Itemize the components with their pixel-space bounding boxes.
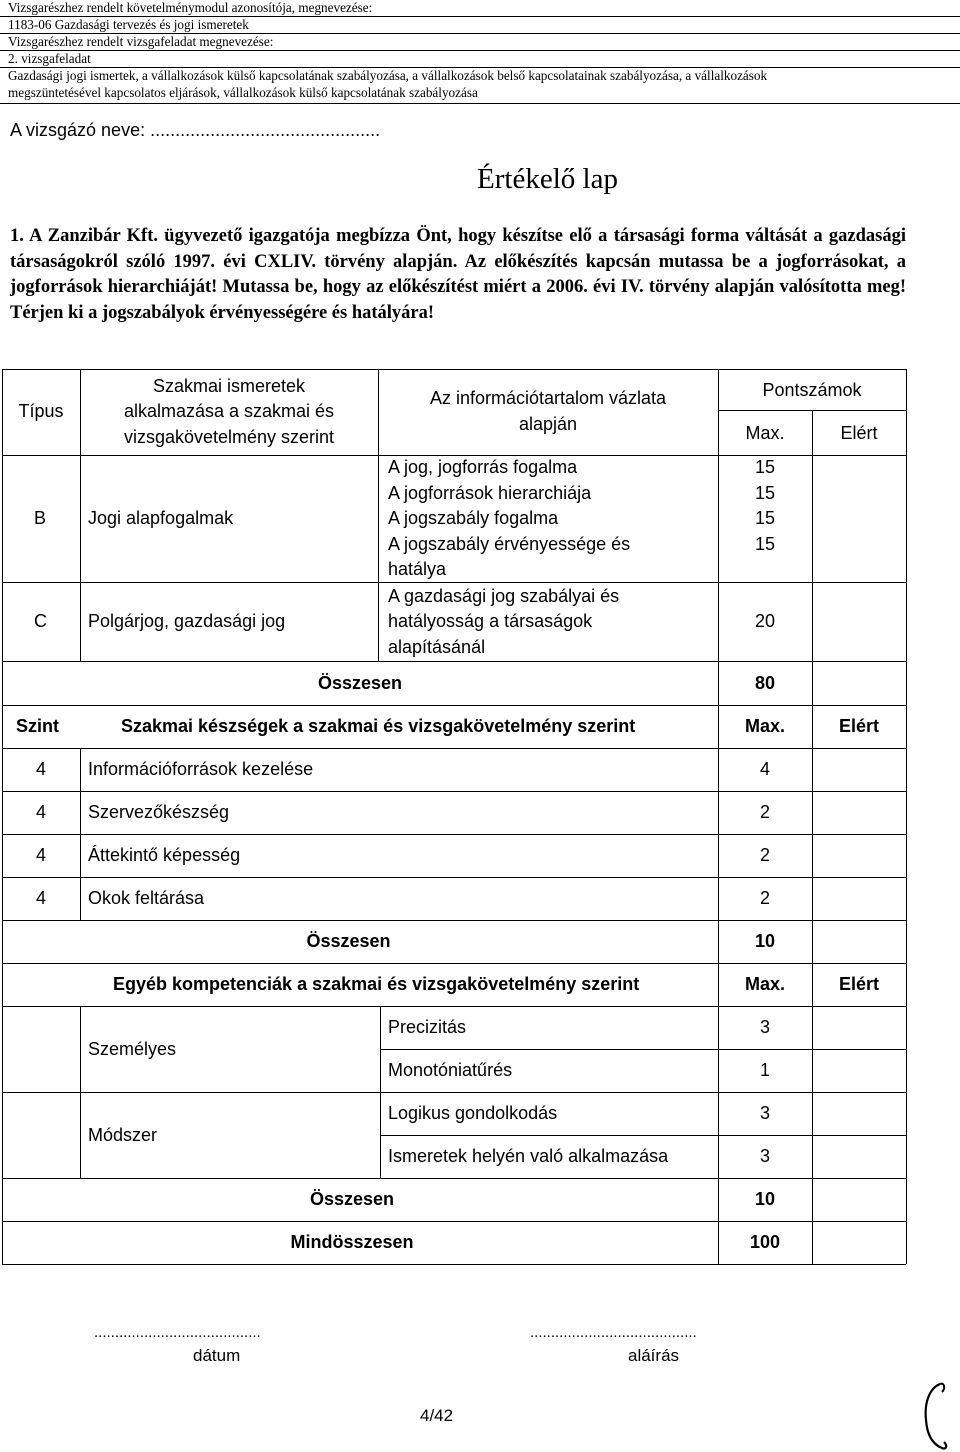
total-max: 10 bbox=[754, 931, 776, 951]
competence-item: Logikus gondolkodás bbox=[388, 1103, 558, 1123]
module-id-label: Vizsgarészhez rendelt követelménymodul azonosítója, megnevezése: bbox=[8, 0, 373, 15]
grand-total-max: 100 bbox=[749, 1232, 781, 1252]
task-description-line1: Gazdasági jogi ismertek, a vállalkozások külső kapcsolatának szabályozása, a vállalkozások belső kapcsolatainak szabályozása, a vállalkozások bbox=[8, 68, 768, 83]
table-border bbox=[2, 920, 906, 921]
header-max: Max. bbox=[744, 716, 786, 736]
table-border bbox=[2, 1264, 906, 1265]
table-border bbox=[2, 369, 906, 370]
header-max: Max. bbox=[745, 423, 785, 443]
competence-item: Monotóniatűrés bbox=[388, 1060, 513, 1080]
header-level: Szint bbox=[16, 716, 59, 736]
task-name-label: Vizsgarészhez rendelt vizsgafeladat megnevezése: bbox=[8, 34, 274, 49]
table-border bbox=[812, 705, 813, 963]
page-number: 4/42 bbox=[420, 1406, 454, 1425]
row-skill: Okok feltárása bbox=[88, 888, 205, 908]
table-border bbox=[380, 1049, 906, 1050]
module-name: 1183-06 Gazdasági tervezés és jogi ismeretek bbox=[8, 17, 249, 32]
max-points: 15 bbox=[754, 534, 776, 554]
total-max: 10 bbox=[754, 1189, 776, 1209]
competence-group: Személyes bbox=[88, 1039, 177, 1059]
task-description-line2: megszüntetésével kapcsolatos eljárások, vállalkozások külső kapcsolatának szabályozása bbox=[8, 85, 478, 100]
row-skill: Információforrások kezelése bbox=[88, 759, 314, 779]
total-max: 80 bbox=[754, 673, 776, 693]
header-skills: Szakmai készségek a szakmai és vizsgakövetelmény szerint bbox=[121, 716, 636, 736]
signature-line: ........................................ bbox=[530, 1324, 697, 1341]
competence-item: Precizitás bbox=[388, 1017, 467, 1037]
outline-item: hatálya bbox=[388, 559, 447, 579]
row-area: Polgárjog, gazdasági jog bbox=[88, 611, 286, 631]
row-area: Jogi alapfogalmak bbox=[88, 508, 234, 528]
outline-item: A gazdasági jog szabályai és bbox=[388, 586, 620, 606]
table-border bbox=[2, 748, 906, 749]
header-knowledge-3: vizsgakövetelmény szerint bbox=[123, 427, 335, 447]
total-label: Összesen bbox=[306, 931, 391, 951]
handwritten-initial-mark bbox=[918, 1380, 960, 1452]
table-border bbox=[2, 1006, 906, 1007]
task-text: 1. A Zanzibár Kft. ügyvezető igazgatója megbízza Önt, hogy készítse elő a társasági forma váltását a gazdasági társaságokról szóló 1997. évi CXLIV. törvény alapján. Az előkészítés kapcsán mutassa be a jogforrásokat, a jogforrások hierarchiáját! Mutassa be, hogy az előkészítést miért a 2006. évi IV. törvény alapján valósította meg! Térjen ki a jogszabályok érvényességére és hatályára! bbox=[10, 226, 906, 323]
table-border bbox=[2, 705, 3, 963]
table-border bbox=[812, 410, 813, 705]
document-header bbox=[0, 0, 960, 107]
header-type: Típus bbox=[18, 401, 64, 421]
table-border bbox=[2, 963, 3, 1264]
table-border bbox=[80, 1006, 81, 1178]
max-points: 2 bbox=[759, 888, 770, 908]
table-border bbox=[812, 963, 813, 1264]
date-line: ........................................ bbox=[94, 1324, 261, 1341]
outline-item: A jogszabály érvényessége és bbox=[388, 534, 631, 554]
max-points: 2 bbox=[759, 802, 770, 822]
competence-item: Ismeretek helyén való alkalmazása bbox=[388, 1146, 669, 1166]
max-points: 15 bbox=[754, 483, 776, 503]
header-achieved: Elért bbox=[840, 423, 878, 443]
table-border bbox=[906, 963, 907, 1264]
max-points: 15 bbox=[754, 508, 776, 528]
table-border bbox=[2, 1178, 906, 1179]
row-skill: Áttekintő képesség bbox=[88, 845, 241, 865]
header-achieved: Elért bbox=[838, 974, 880, 994]
total-label: Összesen bbox=[309, 1189, 395, 1209]
divider bbox=[0, 50, 960, 51]
max-points: 3 bbox=[759, 1103, 770, 1123]
header-competences: Egyéb kompetenciák a szakmai és vizsgakövetelmény szerint bbox=[113, 974, 640, 994]
table-border bbox=[2, 661, 906, 662]
row-level: 4 bbox=[36, 845, 47, 865]
row-type: B bbox=[34, 508, 47, 528]
table-border bbox=[718, 705, 719, 963]
header-outline-1: Az információtartalom vázlata bbox=[429, 388, 667, 408]
outline-item: A jogszabály fogalma bbox=[388, 508, 559, 528]
max-points: 15 bbox=[754, 457, 776, 477]
table-border bbox=[2, 582, 906, 583]
signature-label: aláírás bbox=[628, 1346, 680, 1365]
header-achieved: Elért bbox=[838, 716, 880, 736]
outline-item: A jog, jogforrás fogalma bbox=[388, 457, 578, 477]
header-points: Pontszámok bbox=[762, 380, 862, 400]
task-number: 2. vizsgafeladat bbox=[8, 51, 91, 66]
max-points: 4 bbox=[759, 759, 770, 779]
max-points: 1 bbox=[759, 1060, 770, 1080]
total-label: Összesen bbox=[317, 673, 403, 693]
header-knowledge-1: Szakmai ismeretek bbox=[152, 376, 306, 396]
header-max: Max. bbox=[744, 974, 786, 994]
table-border bbox=[2, 1221, 906, 1222]
table-border bbox=[2, 791, 906, 792]
header-outline-2: alapján bbox=[518, 414, 578, 434]
examinee-name-field: A vizsgázó neve: .............................................. bbox=[10, 120, 381, 140]
header-knowledge-2: alkalmazása a szakmai és bbox=[123, 401, 335, 421]
grand-total-label: Mindösszesen bbox=[290, 1232, 414, 1252]
outline-item: alapításánál bbox=[388, 637, 486, 657]
max-points: 3 bbox=[759, 1017, 770, 1037]
table-border bbox=[80, 748, 81, 920]
row-level: 4 bbox=[36, 888, 47, 908]
date-label: dátum bbox=[193, 1346, 241, 1365]
table-border bbox=[380, 1006, 381, 1178]
table-border bbox=[2, 834, 906, 835]
row-level: 4 bbox=[36, 759, 47, 779]
max-points: 20 bbox=[754, 611, 776, 631]
max-points: 3 bbox=[759, 1146, 770, 1166]
competence-group: Módszer bbox=[88, 1125, 158, 1145]
table-border bbox=[906, 369, 907, 705]
row-level: 4 bbox=[36, 802, 47, 822]
outline-item: A jogforrások hierarchiája bbox=[388, 483, 592, 503]
outline-item: hatályosság a társaságok bbox=[388, 611, 593, 631]
table-border bbox=[2, 705, 906, 706]
table-border bbox=[2, 877, 906, 878]
row-skill: Szervezőkészség bbox=[88, 802, 230, 822]
table-border bbox=[906, 705, 907, 963]
table-border bbox=[2, 963, 906, 964]
divider bbox=[0, 103, 960, 104]
max-points: 2 bbox=[759, 845, 770, 865]
table-border bbox=[2, 1092, 906, 1093]
row-type: C bbox=[34, 611, 47, 631]
table-border bbox=[380, 1135, 906, 1136]
page-title: Értékelő lap bbox=[477, 163, 618, 195]
